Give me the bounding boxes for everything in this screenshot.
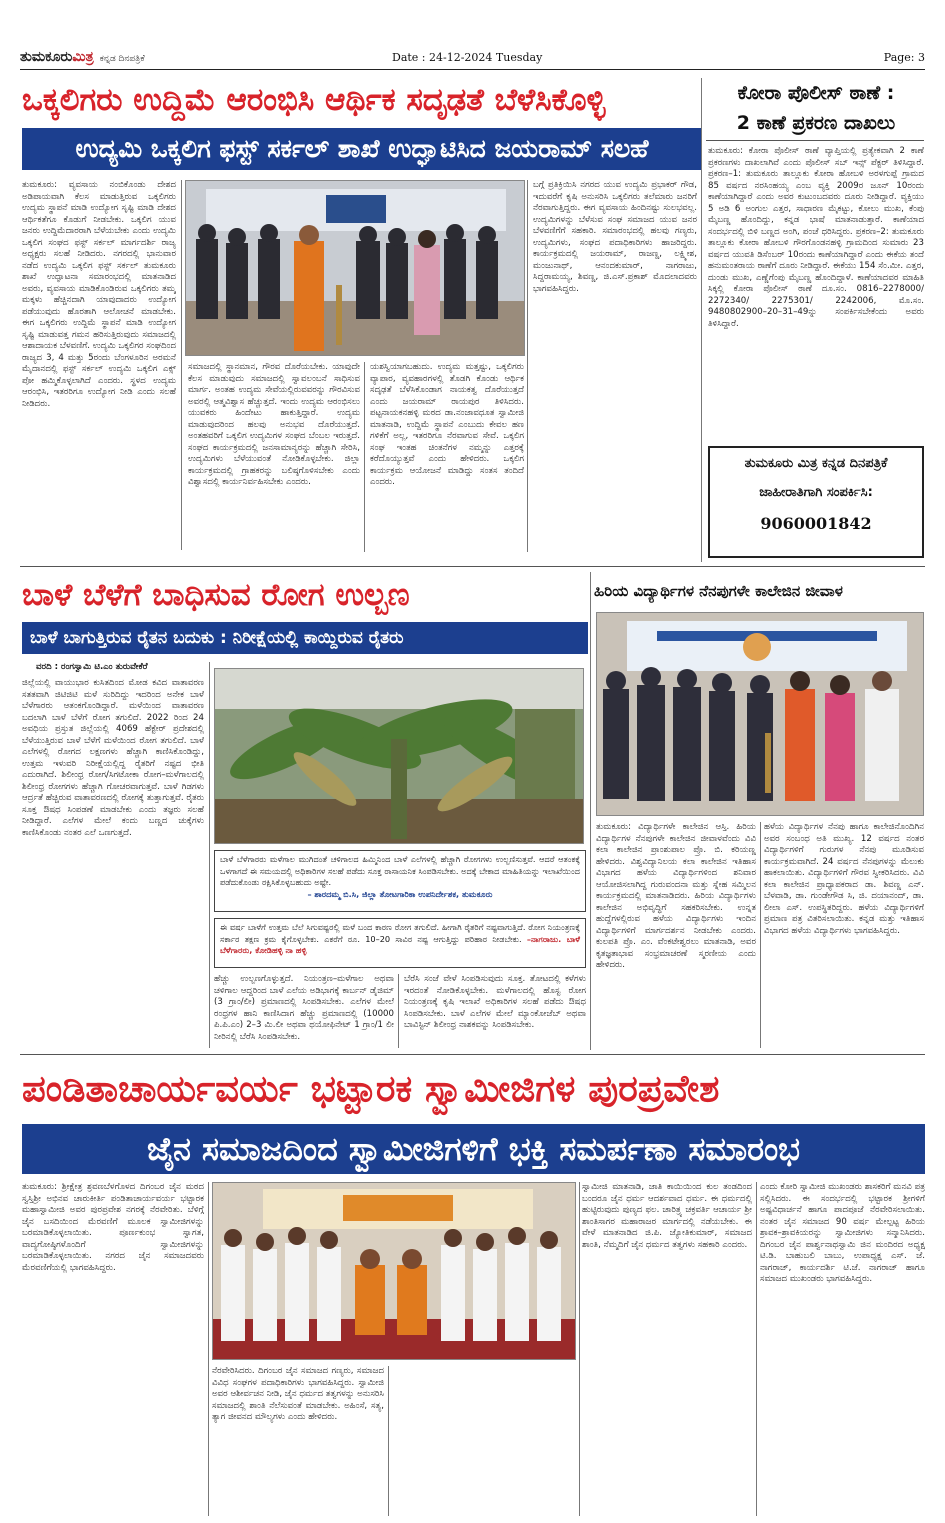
page-number: Page: 3 [883,51,925,64]
newspaper-logo: ತುಮಕೂರುಮಿತ್ರ ಕನ್ನಡ ದಿನಪತ್ರಿಕೆ [20,49,145,65]
sidebar-headline-2: 2 ಕಾಣೆ ಪ್ರಕರಣ ದಾಖಲು [736,112,896,134]
story2-col1: ಜಿಲ್ಲೆಯಲ್ಲಿ ವಾಯುಭಾರ ಕುಸಿತದಿಂದ ಮೋಡ ಕವಿದ ವಾತಾವರಣ ಸತತವಾಗಿ ಜಿಟಿಜಿಟಿ ಮಳೆ ಸುರಿದಿದ್ದು ಇದರಿಂದ ಅನೇಕ ಬಾಳೆ ಬೆಳೆಗಾರರು ಆತಂಕಗೊಂಡಿದ್ದಾರೆ. ಮಳೆಯಿಂದ ವಾತಾವರಣ ಬದಲಾಗಿ ಬಾಳೆ ಬೆಳೆಗೆ ರೋಗ ತಗುಲಿದೆ. 2022 ರಿಂದ 24 ಅವಧಿಯ ಪ್ರಸ್ತುತ ಜಿಲ್ಲೆಯಲ್ಲಿ 4069 ಹೆಕ್ಟೇರ್ ಪ್ರದೇಶದಲ್ಲಿ ಬೆಳೆಯುತ್ತಿರುವ ಬಾಳೆ ಬೆಳೆಗೆ ಮಳೆಯಿಂದ ರೋಗ ತಗುಲಿದೆ. ಬಾಳೆ ಎಲೆಗಳಲ್ಲಿ ರೋಗದ ಲಕ್ಷಣಗಳು ಹೆಚ್ಚಾಗಿ ಕಾಣಿಸಿಕೊಂಡಿದ್ದು, ಉತ್ತಮ ಇಳುವರಿ ನಿರೀಕ್ಷೆಯಲ್ಲಿದ್ದ ರೈತರಿಗೆ ನಷ್ಟದ ಭೀತಿ ಎದುರಾಗಿದೆ. ಶಿಲೀಂಧ್ರ ರೋಗ/ಸಿಗಟೋಕಾ ರೋಗ–ಮಳೆಗಾಲದಲ್ಲಿ ಶಿಲೀಂಧ್ರ ರೋಗಗಳು ಹೆಚ್ಚಾಗಿ ಗೋಚರವಾಗುತ್ತವೆ. ಬಾಳೆ ಗಿಡಗಳು ಆರ್ದ್ರತೆ ಹೆಚ್ಚಿರುವ ವಾತಾವರಣದಲ್ಲಿ ರೋಗಕ್ಕೆ ತುತ್ತಾಗುತ್ತವೆ. ರೈತರು ಸೂಕ್ತ ಔಷಧ ಸಿಂಪಡಣೆ ಮಾಡಬೇಕು ಎಂದು ತಜ್ಞರು ಸಲಹೆ ನೀಡಿದ್ದಾರೆ. ಎಲೆಗಳ ಮೇಲೆ ಕಂದು ಬಣ್ಣದ ಚುಕ್ಕೆಗಳು ಕಾಣಿಸಿಕೊಂಡು ನಂತರ ಎಲೆ ಒಣಗುತ್ತದೆ. [22,678,204,838]
story1-subhead: ಉದ್ಯಮಿ ಒಕ್ಕಲಿಗ ಫಸ್ಟ್ ಸರ್ಕಲ್ ಶಾಖೆ ಉದ್ಘಾಟಿಸಿದ ಜಯರಾಮ್ ಸಲಹೆ [22,128,702,170]
ad-line-1: ತುಮಕೂರು ಮಿತ್ರ ಕನ್ನಡ ದಿನಪತ್ರಿಕೆ [744,456,888,471]
story4-subhead: ಜೈನ ಸಮಾಜದಿಂದ ಸ್ವಾಮೀಜಿಗಳಿಗೆ ಭಕ್ತಿ ಸಮರ್ಪಣಾ ಸಮಾರಂಭ [22,1124,925,1174]
swamiji-event-photo [212,1182,576,1360]
story2-quote: ಈ ವರ್ಷ ಬಾಳೆಗೆ ಉತ್ತಮ ಬೆಲೆ ಸಿಗುವಷ್ಟರಲ್ಲಿ ಮಳೆ ಬಂದ ಕಾರಣ ರೋಗ ತಗುಲಿದೆ. ಹೀಗಾಗಿ ರೈತರಿಗೆ ನಷ್ಟವಾಗುತ್ತಿದೆ. ರೋಗ ನಿಯಂತ್ರಣಕ್ಕೆ ಸರ್ಕಾರ ತಕ್ಷಣ ಕ್ರಮ ಕೈಗೊಳ್ಳಬೇಕು. ಎಕರೆಗೆ ರೂ. 10–20 ಸಾವಿರ ನಷ್ಟ ಆಗುತ್ತಿದ್ದು ಪರಿಹಾರ ನೀಡಬೇಕು. [220,922,580,944]
story2-caption-credit: – ಶಾರದಮ್ಮ ಬಿ.ಸಿ, ಜಿಲ್ಲಾ ತೋಟಗಾರಿಕಾ ಉಪನಿರ್ದೇಶಕ, ತುಮಕೂರು [307,888,493,899]
story1-col2: ಸಮಾಜದಲ್ಲಿ ಸ್ಥಾನಮಾನ, ಗೌರವ ದೊರೆಯಬೇಕು. ಯಾವುದೇ ಕೆಲಸ ಮಾಡುವುದು ಸಮಾಜದಲ್ಲಿ ಸ್ವಾವಲಂಬನೆ ಸಾಧಿಸುವ ಮಾರ್ಗ. ಅಂತಹ ಉದ್ಯಮ ಸೇವೆಯಲ್ಲಿರುವವರನ್ನು ಗೌರವಿಸುವ ಅವರಲ್ಲಿ ಆತ್ಮವಿಶ್ವಾಸ ಹೆಚ್ಚುತ್ತದೆ. ಇಂದು ಉದ್ಯಮ ಆರಂಭಿಸಲು ಯುವಕರು ಹಿಂದೇಟು ಹಾಕುತ್ತಿದ್ದಾರೆ. ಉದ್ಯಮ ಮಾಡುವುದರಿಂದ ಹಲವು ಅನುಭವ ದೊರೆಯುತ್ತದೆ. ಅಂತಹವರಿಗೆ ಒಕ್ಕಲಿಗ ಉದ್ಯಮಿಗಳ ಸಂಘದ ಬೆಂಬಲ ಇರುತ್ತದೆ. ಸಂಘದ ಕಾರ್ಯಕ್ರಮದಲ್ಲಿ ಜನಸಾಮಾನ್ಯರನ್ನು ಹೆಚ್ಚಾಗಿ ಸೇರಿಸಿ, ಉದ್ಯಮಿಗಳು ಬೆಳೆಯುವಂತೆ ನೋಡಿಕೊಳ್ಳಬೇಕು. ಜಿಲ್ಲಾ ಕಾರ್ಯಕ್ರಮದಲ್ಲಿ ಗ್ರಾಹಕರನ್ನು ಬಲಿಷ್ಠಗೊಳಿಸಬೇಕು ಎಂದು ವಿಶ್ವಾಸದಲ್ಲಿ ಕಾರ್ಯನಿರ್ವಹಿಸಬೇಕು ಎಂದರು. [188,362,360,487]
college-event-photo [596,612,924,816]
issue-date: Date : 24-12-2024 Tuesday [392,51,543,64]
story4-col4: ಎಂದು ಕೋರಿ ಸ್ವಾಮೀಜಿ ಮುಖಂಡರು ಶಾಸಕರಿಗೆ ಮನವಿ ಪತ್ರ ಸಲ್ಲಿಸಿದರು. ಈ ಸಂದರ್ಭದಲ್ಲಿ ಭಟ್ಟಾರಕ ಶ್ರೀಗಳಿಗೆ ಅಷ್ಟವಿಧಾರ್ಚನೆ ಹಾಗೂ ಪಾದಪೂಜೆ ನೆರವೇರಿಸಲಾಯಿತು. ನಂತರ ಜೈನ ಸಮಾಜದ 90 ವರ್ಷ ಮೇಲ್ಪಟ್ಟ ಹಿರಿಯ ಶ್ರಾವಕ–ಶ್ರಾವಕಿಯರನ್ನು ಸ್ವಾಮೀಜಿಗಳು ಸನ್ಮಾನಿಸಿದರು. ದಿಗಂಬರ ಜೈನ ಪಾರ್ಶ್ವನಾಥಸ್ವಾಮಿ ಜಿನ ಮಂದಿರದ ಅಧ್ಯಕ್ಷ ಟಿ.ಡಿ. ಬಾಹುಬಲಿ ಬಾಬು, ಉಪಾಧ್ಯಕ್ಷ ಎಸ್. ಜೆ. ನಾಗರಾಜ್, ಕಾರ್ಯದರ್ಶಿ ಟಿ.ಜೆ. ನಾಗರಾಜ್ ಹಾಗೂ ಸಮಾಜದ ಮುಖಂಡರು ಭಾಗವಹಿಸಿದ್ದರು. [760,1182,925,1284]
story3-headline: ಹಿರಿಯ ವಿದ್ಯಾರ್ಥಿಗಳ ನೆನಪುಗಳೇ ಕಾಲೇಜಿನ ಜೀವಾಳ [594,582,843,600]
story1-col3: ಯಶಸ್ವಿಯಾಗಬಹುದು. ಉದ್ಯಮ ಮತ್ತಷ್ಟು, ಒಕ್ಕಲಿಗರು ವ್ಯಾಪಾರ, ವ್ಯವಹಾರಗಳಲ್ಲಿ ತೊಡಗಿ ಕೊಂಡು ಆರ್ಥಿಕ ಸದೃಢತೆ ಬೆಳೆಸಿಕೊಂಡಾಗ ನಾಯಕತ್ವ ದೊರೆಯುತ್ತದೆ ಎಂದು ಜಯರಾಮ್ ರಾಯಪುರ ತಿಳಿಸಿದರು. ಪಟ್ಟನಾಯಕನಹಳ್ಳಿ ಮಠದ ಡಾ.ನಂಜಾವಧೂತ ಸ್ವಾಮೀಜಿ ಮಾತನಾಡಿ, ಉದ್ದಿಮೆ ಸ್ಥಾಪನೆ ಎಂಬುದು ಕೇವಲ ಹಣ ಗಳಿಕೆಗೆ ಅಲ್ಲ, ಇತರರಿಗೂ ನೆರವಾಗುವ ಸೇವೆ. ಒಕ್ಕಲಿಗ ಸಂಘ ಇಂತಹ ಚಿಂತನೆಗಳ ನಮ್ಮನ್ನು ಎತ್ತರಕ್ಕೆ ಕರೆದೊಯ್ಯುತ್ತವೆ ಎಂದು ಹೇಳಿದರು. ಒಕ್ಕಲಿಗ ಕಾರ್ಯಕ್ರಮ ಆಯೋಜನೆ ಮಾಡಿದ್ದು ಸಂತಸ ತಂದಿದೆ ಎಂದರು. [370,362,524,487]
story1-col1: ತುಮಕೂರು: ವ್ಯವಸಾಯ ನಂಬಿಕೊಂಡು ದೇಶದ ಅಡಿಪಾಯವಾಗಿ ಕೆಲಸ ಮಾಡುತ್ತಿರುವ ಒಕ್ಕಲಿಗರು ಉದ್ಯಮ ಸ್ಥಾಪನೆ ಮಾಡಿ ಉದ್ಯೋಗ ಸೃಷ್ಟಿ ಮಾಡಿ ದೇಶದ ಆರ್ಥಿಕತೆಗೂ ಕೊಡುಗೆ ನೀಡಬೇಕು. ಒಕ್ಕಲಿಗ ಯುವ ಜನರು ಉದ್ದಿಮೆದಾರರಾಗಿ ಬೆಳೆಯಬೇಕು ಎಂದು ಉದ್ಯಮಿ ಒಕ್ಕಲಿಗ ಸಂಘದ ಫಸ್ಟ್ ಸರ್ಕಲ್ ಮಾರ್ಗದರ್ಶಿ ರಾಜ್ಯ ಅಧ್ಯಕ್ಷರು ಸಲಹೆ ನೀಡಿದರು. ನಗರದಲ್ಲಿ ಭಾನುವಾರ ನಡೆದ ಉದ್ಯಮಿ ಒಕ್ಕಲಿಗ ಫಸ್ಟ್ ಸರ್ಕಲ್ ತುಮಕೂರು ಶಾಖೆ ಉದ್ಘಾಟನಾ ಸಮಾರಂಭದಲ್ಲಿ ಮಾತನಾಡಿದ ಅವರು, ವ್ಯವಸಾಯ ಮಾಡಿಕೊಂಡಿರುವ ಒಕ್ಕಲಿಗರು ತಮ್ಮ ಮಕ್ಕಳು ಹೆಚ್ಚಿನದಾಗಿ ಯಾವುದಾದರು ಉದ್ಯೋಗ ಪಡೆಯುವುದು ಹೊರತಾಗಿ ಆಲೋಚನೆ ಮಾಡಬೇಕು. ಈಗ ಒಕ್ಕಲಿಗರು ಉದ್ದಿಮೆ ಸ್ಥಾಪನೆ ಮಾಡಿ ಉದ್ಯೋಗ ಸೃಷ್ಟಿ ಮಾಡುವತ್ತ ಗಮನ ಹರಿಸುತ್ತಿರುವುದು ಸಮಾಜದಲ್ಲಿ ಆಶಾದಾಯಕ ಬೆಳವಣಿಗೆ. ಉದ್ಯಮಿ ಒಕ್ಕಲಿಗರ ಸಂಘದಿಂದ ರಾಜ್ಯದ 3, 4 ಮತ್ತು 5ರಂದು ಬೆಂಗಳೂರಿನ ಅರಮನೆ ಮೈದಾನದಲ್ಲಿ ಫಸ್ಟ್ ಸರ್ಕಲ್ ಉದ್ಯಮಿ ಒಕ್ಕಲಿಗ ಎಕ್ಸ್ ಪೋ ಹಮ್ಮಿಕೊಳ್ಳಲಾಗಿದೆ ಎಂದರು. ಸ್ಥಳದ ಉದ್ಯಮ ಆರಂಭಿಸಿ, ಇತರರಿಗೂ ಉದ್ಯೋಗ ನೀಡಿ ಎಂದು ಸಲಹೆ ನೀಡಿದರು. [22,180,176,409]
story3-col1: ತುಮಕೂರು: ವಿದ್ಯಾರ್ಥಿಗಳೇ ಕಾಲೇಜಿನ ಆಸ್ತಿ. ಹಿರಿಯ ವಿದ್ಯಾರ್ಥಿಗಳ ನೆನಪುಗಳೇ ಕಾಲೇಜಿನ ಜೀವಾಳವೆಂದು ವಿವಿ ಕಲಾ ಕಾಲೇಜಿನ ಪ್ರಾಂಶುಪಾಲ ಪ್ರೊ. ಬಿ. ಕರಿಯಣ್ಣ ಹೇಳಿದರು. ವಿಶ್ವವಿದ್ಯಾನಿಲಯ ಕಲಾ ಕಾಲೇಜಿನ ಇತಿಹಾಸ ವಿಭಾಗದ ಹಳೆಯ ವಿದ್ಯಾರ್ಥಿಗಳಿಂದ ಶನಿವಾರ ಆಯೋಜಿಸಲಾಗಿದ್ದ ಗುರುವಂದನಾ ಮತ್ತು ಸ್ನೇಹ ಸಮ್ಮಿಲನ ಕಾರ್ಯಕ್ರಮದಲ್ಲಿ ಮಾತನಾಡಿದರು. ಹಿರಿಯ ವಿದ್ಯಾರ್ಥಿಗಳು ಕಾಲೇಜಿನ ಅಭಿವೃದ್ಧಿಗೆ ಸಹಕರಿಸಬೇಕು. ಉನ್ನತ ಹುದ್ದೆಗಳಲ್ಲಿರುವ ಹಳೆಯ ವಿದ್ಯಾರ್ಥಿಗಳು ಇಂದಿನ ವಿದ್ಯಾರ್ಥಿಗಳಿಗೆ ಮಾರ್ಗದರ್ಶನ ನೀಡಬೇಕು ಎಂದರು. ಕುಲಪತಿ ಪ್ರೊ. ಎಂ. ವೆಂಕಟೇಶ್ವರಲು ಮಾತನಾಡಿ, ಅವರ ಕೃತಜ್ಞತಾಭಾವ ಸಂಭ್ರಮಾಚರಣೆ ಸ್ಮರಣೀಯ ಎಂದು ಹೇಳಿದರು. [596,822,756,970]
story4-col3-continued [392,1366,576,1516]
banana-plant-photo [214,668,584,844]
story1-headline: ಒಕ್ಕಲಿಗರು ಉದ್ದಿಮೆ ಆರಂಭಿಸಿ ಆರ್ಥಿಕ ಸದೃಢತೆ ಬೆಳೆಸಿಕೊಳ್ಳಿ [22,82,606,118]
ad-phone: 9060001842 [760,514,872,533]
story2-headline: ಬಾಳೆ ಬೆಳೆಗೆ ಬಾಧಿಸುವ ರೋಗ ಉಲ್ಬಣ [22,577,410,613]
story2-quote-box [214,918,586,968]
story1-col4: ಬಗ್ಗೆ ಪ್ರತಿಕ್ರಿಯಿಸಿ ನಗರದ ಯುವ ಉದ್ಯಮಿ ಪ್ರಭಾಕರ್ ಗೌಡ, ಇದುವರೆಗೆ ಕೃಷಿ ಅನುಸರಿಸಿ ಒಕ್ಕಲಿಗರು ತಲೆಮಾರು ಜನರಿಗೆ ನೆರವಾಗುತ್ತಿದ್ದರು. ಈಗ ವ್ಯವಸಾಯ ಹಿಂದಿನಷ್ಟು ಸುಲಭವಲ್ಲ. ಉದ್ಯಮಿಗಳನ್ನು ಬೆಳೆಸುವ ಸಂಘ ಸಮಾಜದ ಯುವ ಜನರ ಬೆಳವಣಿಗೆಗೆ ಸಹಕಾರಿ. ಸಮಾರಂಭದಲ್ಲಿ ಹಲವು ಗಣ್ಯರು, ಉದ್ಯಮಿಗಳು, ಸಂಘದ ಪದಾಧಿಕಾರಿಗಳು ಹಾಜರಿದ್ದರು. ಕಾರ್ಯಕ್ರಮದಲ್ಲಿ ಜಯರಾಮ್, ರಾಜಣ್ಣ, ಲಕ್ಷ್ಮೀಶ, ಮಂಜುನಾಥ್, ಆನಂದಕುಮಾರ್, ನಾಗರಾಜು, ಸಿದ್ದರಾಮಯ್ಯ, ಶಿವಣ್ಣ, ಜಿ.ಎಸ್.ಪ್ರಕಾಶ್ ಮೊದಲಾದವರು ಭಾಗವಹಿಸಿದ್ದರು. [533,180,697,294]
story2-subhead: ಬಾಳೆ ಬಾಗುತ್ತಿರುವ ರೈತನ ಬದುಕು : ನಿರೀಕ್ಷೆಯಲ್ಲಿ ಕಾಯ್ದಿರುವ ರೈತರು [22,622,588,654]
story2-col3: ಬೆರೆಸಿ ಸಂಜೆ ವೇಳೆ ಸಿಂಪಡಿಸುವುದು ಸೂಕ್ತ. ತೋಟದಲ್ಲಿ ಕಳೆಗಳು ಇರದಂತೆ ನೋಡಿಕೊಳ್ಳಬೇಕು. ಮಳೆಗಾಲದಲ್ಲಿ ಹೊಸ್ಟ ರೋಗ ನಿಯಂತ್ರಣಕ್ಕೆ ಕೃಷಿ ಇಲಾಖೆ ಅಧಿಕಾರಿಗಳ ಸಲಹೆ ಪಡೆದು ಔಷಧ ಸಿಂಪಡಿಸಬೇಕು. ಬಾಳೆ ಎಲೆಗಳ ಮೇಲೆ ಮ್ಯಾಂಕೋಜೆಬ್ ಅಥವಾ ಬಾವಿಸ್ಟಿನ್ ಶಿಲೀಂಧ್ರ ನಾಶಕವನ್ನು ಸಿಂಪಡಿಸಬೇಕು. [404,974,586,1030]
story4-col1: ತುಮಕೂರು: ಶ್ರೀಕ್ಷೇತ್ರ ಶ್ರವಣಬೆಳಗೊಳದ ದಿಗಂಬರ ಜೈನ ಮಠದ ಸ್ವಸ್ತಿಶ್ರೀ ಅಭಿನವ ಚಾರುಕೀರ್ತಿ ಪಂಡಿತಾಚಾರ್ಯವರ್ಯ ಭಟ್ಟಾರಕ ಮಹಾಸ್ವಾಮೀಜಿ ಅವರ ಪುರಪ್ರವೇಶ ನಗರಕ್ಕೆ ನೆರವೇರಿತು. ಬೆಳಿಗ್ಗೆ ಜೈನ ಬಸದಿಯಿಂದ ಮೆರವಣಿಗೆ ಮೂಲಕ ಸ್ವಾಮೀಜಿಗಳನ್ನು ಬರಮಾಡಿಕೊಳ್ಳಲಾಯಿತು. ಪೂರ್ಣಕುಂಭ ಸ್ವಾಗತ, ವಾದ್ಯಗೋಷ್ಠಿಗಳೊಂದಿಗೆ ಸ್ವಾಮೀಜಿಗಳನ್ನು ಬರಮಾಡಿಕೊಳ್ಳಲಾಯಿತು. ನಗರದ ಜೈನ ಸಮಾಜದವರು ಮೆರವಣಿಗೆಯಲ್ಲಿ ಭಾಗವಹಿಸಿದ್ದರು. [22,1182,204,1273]
story3-col2: ಹಳೆಯ ವಿದ್ಯಾರ್ಥಿಗಳ ನೆನಪು ಹಾಗೂ ಕಾಲೇಜಿನೊಂದಿಗಿನ ಅವರ ಸಂಬಂಧ ಅತಿ ಮುಖ್ಯ. 12 ವರ್ಷದ ನಂತರ ವಿದ್ಯಾರ್ಥಿಗಳಿಗೆ ಗುರುಗಳ ನೆನಪು ಮೂಡಿಸುವ ಕಾರ್ಯಕ್ರಮವಾಗಿದೆ. 24 ವರ್ಷದ ನೆನಪುಗಳನ್ನು ಮೆಲುಕು ಹಾಕಲಾಯಿತು. ವಿದ್ಯಾರ್ಥಿಗಳಿಗೆ ಗೌರವ ಸ್ವೀಕರಿಸಿದರು. ವಿವಿ ಕಲಾ ಕಾಲೇಜಿನ ಪ್ರಾಧ್ಯಾಪಕರಾದ ಡಾ. ಶಿವಣ್ಣ ಎನ್. ಬೆಳವಾಡಿ, ಡಾ. ಗುಂಡೇಗೌಡ ಸಿ, ಜಿ. ದಯಾನಂದ್, ಡಾ. ಲೀಲಾ ಎಸ್. ಉಪಸ್ಥಿತರಿದ್ದರು. ಹಳೆಯ ವಿದ್ಯಾರ್ಥಿಗಳಿಗೆ ಪ್ರಮಾಣ ಪತ್ರ ವಿತರಿಸಲಾಯಿತು. ಕನ್ನಡ ಮತ್ತು ಇತಿಹಾಸ ವಿಭಾಗದ ಹಳೆಯ ವಿದ್ಯಾರ್ಥಿಗಳು ಭಾಗವಹಿಸಿದ್ದರು. [764,822,924,936]
story2-quote-credit: –ನಾಗರಾಜು. ಬಾಳೆ ಬೆಳೆಗಾರರು, ಕೋಡಿಹಳ್ಳಿ ನಾ ಹಳ್ಳಿ [220,933,580,955]
story4-col3: ಸ್ವಾಮೀಜಿ ಮಾತನಾಡಿ, ಜಾತಿ ಕಾಯಿಯಿಂದ ಕುಲ ತಂಡದಿಂದ ಬಂದರೂ ಜೈನ ಧರ್ಮ ಆದರ್ಶವಾದ ಧರ್ಮ. ಈ ಧರ್ಮದಲ್ಲಿ ಹುಟ್ಟಿರುವುದು ಪುಣ್ಯದ ಫಲ. ಚಾರಿತ್ರ್ಯ ಚಕ್ರವರ್ತಿ ಆಚಾರ್ಯ ಶ್ರೀ ಶಾಂತಿಸಾಗರ ಮಹಾರಾಜರ ಮಾರ್ಗದಲ್ಲಿ ನಡೆಯಬೇಕು. ಈ ವೇಳೆ ಮಾತನಾಡಿದ ಜಿ.ಪಿ. ಜ್ಯೋತಿಕುಮಾರ್, ಸಮಾಜದ ಶಾಂತಿ, ನೆಮ್ಮದಿಗೆ ಜೈನ ಧರ್ಮದ ತತ್ವಗಳು ಸಹಕಾರಿ ಎಂದರು. [582,1182,752,1250]
story4-headline: ಪಂಡಿತಾಚಾರ್ಯವರ್ಯ ಭಟ್ಟಾರಕ ಸ್ವಾಮೀಜಿಗಳ ಪುರಪ್ರವೇಶ [22,1067,720,1110]
story2-byline: ವರದಿ : ರಂಗಸ್ವಾಮಿ ಟಿ.ಎಂ ತುರುವೇಕೆರೆ [36,662,148,672]
story2-col2: ಹೆಚ್ಚು ಉಲ್ಬಣಗೊಳ್ಳುತ್ತದೆ. ನಿಯಂತ್ರಣ–ಮಳೆಗಾಲ ಅಥವಾ ಚಳಿಗಾಲ ಆದ್ದರಿಂದ ಬಾಳೆ ಎಲೆಯ ಅಡಿಭಾಗಕ್ಕೆ ಕಾರ್ಬನ್ ಡೈಜಿಮ್ (3 ಗ್ರಾಂ/ಲೀ) ಪ್ರಮಾಣದಲ್ಲಿ ಸಿಂಪಡಿಸಬೇಕು. ಎಲೆಗಳ ಮೇಲೆ ರಂಧ್ರಗಳ ಹಾನಿ ಕಾಣಿಸಿದಾಗ ಹೆಚ್ಚು ಪ್ರಮಾಣದಲ್ಲಿ (10000 ಪಿ.ಪಿ.ಎಂ) 2–3 ಮಿ.ಲೀ ಅಥವಾ ಥಯೋಫಿನೇಟ್ 1 ಗ್ರಾಂ/1 ಲೀ ನೀರಿನಲ್ಲಿ ಬೆರೆಸಿ ಸಿಂಪಡಿಸಬೇಕು. [214,974,394,1042]
sidebar-text: ತುಮಕೂರು: ಕೋರಾ ಪೊಲೀಸ್ ಠಾಣೆ ವ್ಯಾಪ್ತಿಯಲ್ಲಿ ಪ್ರತ್ಯೇಕವಾಗಿ 2 ಕಾಣೆ ಪ್ರಕರಣಗಳು ದಾಖಲಾಗಿವೆ ಎಂದು ಪೊಲೀಸ್ ಸಬ್ ಇನ್ಸ್ ಪೆಕ್ಟರ್ ತಿಳಿಸಿದ್ದಾರೆ. ಪ್ರಕರಣ–1: ತುಮಕೂರು ತಾಲ್ಲೂಕು ಕೋರಾ ಹೋಬಳಿ ಅರಳಗುಪ್ಪೆ ಗ್ರಾಮದ 85 ವರ್ಷದ ನರಸಿಂಹಯ್ಯ ಎಂಬ ವ್ಯಕ್ತಿ 2009ರ ಜೂನ್ 10ರಂದು ಕಾಣೆಯಾಗಿದ್ದಾರೆ ಎಂದು ಅವರ ಕುಟುಂಬದವರು ದೂರು ನೀಡಿದ್ದಾರೆ. ವ್ಯಕ್ತಿಯು 5 ಅಡಿ 6 ಅಂಗುಲ ಎತ್ತರ, ಸಾಧಾರಣ ಮೈಕಟ್ಟು, ಕೋಲು ಮುಖ, ಕೆಂಪು ಮೈಬಣ್ಣ ಹೊಂದಿದ್ದು, ಕನ್ನಡ ಭಾಷೆ ಮಾತನಾಡುತ್ತಾರೆ. ಕಾಣೆಯಾದ ಸಂದರ್ಭದಲ್ಲಿ ಬಿಳಿ ಬಣ್ಣದ ಅಂಗಿ, ಪಂಚೆ ಧರಿಸಿದ್ದರು. ಪ್ರಕರಣ–2: ತುಮಕೂರು ತಾಲ್ಲೂಕು ಕೋರಾ ಹೋಬಳಿ ಗೌರಗೊಂಡನಹಳ್ಳಿ ಗ್ರಾಮದಿಂದ ಸುಮಾರು 23 ವರ್ಷದ ಯುವತಿ ಡಿಸೆಂಬರ್ 10ರಂದು ಕಾಣೆಯಾಗಿದ್ದಾರೆ ಎಂದು ಈಕೆಯ ತಂದೆ ಹನುಮಂತರಾಯ ಠಾಣೆಗೆ ದೂರು ನೀಡಿದ್ದಾರೆ. ಈಕೆಯು 154 ಸೆಂ.ಮೀ. ಎತ್ತರ, ದುಂಡು ಮುಖ, ಎಣ್ಣೆಗೆಂಪು ಮೈಬಣ್ಣ ಹೊಂದಿದ್ದಾಳೆ. ಕಾಣೆಯಾದವರ ಮಾಹಿತಿ ಸಿಕ್ಕಲ್ಲಿ ಕೋರಾ ಪೊಲೀಸ್ ಠಾಣೆ ದೂ.ಸಂ. 0816–2278000/ 2272340/ 2275301/ 2242006, ಮೊ.ಸಂ. 9480802900–20–31–49ನ್ನು ಸಂಪರ್ಕಿಸಬೇಕೆಂದು ಅವರು ತಿಳಿಸಿದ್ದಾರೆ. [708,146,924,329]
masthead [20,48,925,70]
story2-caption: ಬಾಳೆ ಬೆಳೆಗಾರರು ಮಳೆಗಾಲ ಮುಗಿದಂತೆ ಚಳಿಗಾಲದ ಹಿಮ್ಮಿನಿಂದ ಬಾಳೆ ಎಲೆಗಳಲ್ಲಿ ಹೆಚ್ಚಾಗಿ ರೋಗಗಳು ಉಲ್ಬಣಿಸುತ್ತವೆ. ಆದರೆ ಆತಂಕಕ್ಕೆ ಒಳಗಾಗದೆ ಈ ಸಮಯದಲ್ಲಿ ಅಧಿಕಾರಿಗಳ ಸಲಹೆ ಪಡೆದು ಸೂಕ್ತ ರಾಸಾಯನಿಕ ಸಿಂಪಡಿಸಬೇಕು. ಅದಕ್ಕೆ ಬೇಕಾದ ಮಾಹಿತಿಯನ್ನು ಇಲಾಖೆಯಿಂದ ಪಡೆದುಕೊಂಡು ರಕ್ಷಿಸಿಕೊಳ್ಳಬಹುದು ಅಷ್ಟೇ. [220,854,580,887]
sidebar-headline: ಕೋರಾ ಪೊಲೀಸ್ ಠಾಣೆ : [737,82,895,104]
ad-line-2: ಜಾಹೀರಾತಿಗಾಗಿ ಸಂಪರ್ಕಿಸಿ: [759,485,873,500]
story4-col2: ನೆರವೇರಿಸಿದರು. ದಿಗಂಬರ ಜೈನ ಸಮಾಜದ ಗಣ್ಯರು, ಸಮಾಜದ ವಿವಿಧ ಸಂಘಗಳ ಪದಾಧಿಕಾರಿಗಳು ಭಾಗವಹಿಸಿದ್ದರು. ಸ್ವಾಮೀಜಿ ಅವರ ಆಶೀರ್ವಚನ ನೀಡಿ, ಜೈನ ಧರ್ಮದ ತತ್ವಗಳನ್ನು ಅನುಸರಿಸಿ ಸಮಾಜದಲ್ಲಿ ಶಾಂತಿ ನೆಲೆಸುವಂತೆ ಮಾಡಬೇಕು. ಅಹಿಂಸೆ, ಸತ್ಯ, ತ್ಯಾಗ ಜೀವನದ ಮೌಲ್ಯಗಳು ಎಂದು ಹೇಳಿದರು. [212,1366,384,1422]
story2-caption-box [214,850,586,912]
advertisement-box [708,446,924,558]
story1-photo [185,180,525,356]
